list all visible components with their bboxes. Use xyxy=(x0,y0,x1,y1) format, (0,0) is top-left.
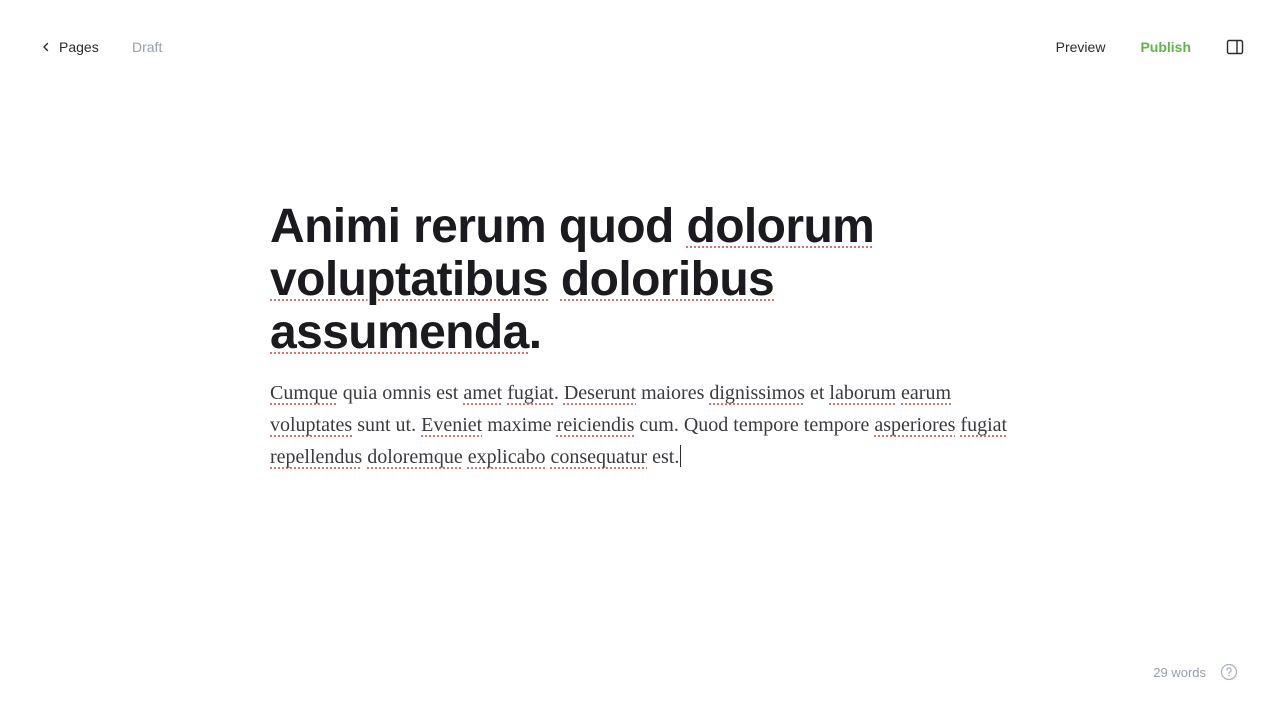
text-segment: Animi rerum quod xyxy=(270,200,687,253)
text-segment: et xyxy=(804,382,830,404)
publish-button[interactable]: Publish xyxy=(1140,35,1191,59)
footer xyxy=(1153,662,1238,682)
spellcheck-word: Deserunt xyxy=(563,382,637,404)
help-circle-icon[interactable] xyxy=(1220,663,1238,681)
spellcheck-word: earum xyxy=(901,382,952,404)
text-segment: quia omnis est xyxy=(337,382,464,404)
text-segment: . xyxy=(528,306,542,359)
preview-button[interactable]: Preview xyxy=(1056,35,1106,59)
header-actions xyxy=(1056,35,1244,59)
text-caret xyxy=(680,445,681,467)
spellcheck-word: repellendus xyxy=(270,446,363,468)
text-segment: est. xyxy=(647,446,680,468)
spellcheck-word: fugiat xyxy=(960,414,1008,436)
sidebar-panel-icon[interactable] xyxy=(1226,38,1244,56)
back-link-label: Pages xyxy=(59,39,99,55)
spellcheck-word: asperiores xyxy=(874,414,956,436)
back-to-pages-link[interactable] xyxy=(42,37,99,57)
draft-status: Draft xyxy=(132,39,163,55)
spellcheck-word: doloremque xyxy=(367,446,463,468)
spellcheck-word: Eveniet xyxy=(421,414,483,436)
text-segment: . xyxy=(553,382,564,404)
document-title[interactable] xyxy=(270,200,1015,359)
text-segment: maiores xyxy=(636,382,710,404)
text-segment: cum. Quod tempore tempore xyxy=(634,414,875,436)
spellcheck-word: laborum xyxy=(829,382,897,404)
text-segment: maxime xyxy=(482,414,557,436)
spellcheck-word: Cumque xyxy=(270,382,338,404)
chevron-left-icon xyxy=(42,42,50,52)
text-segment xyxy=(548,253,561,306)
spellcheck-word: consequatur xyxy=(550,446,648,468)
editor-area[interactable] xyxy=(270,200,1015,473)
spellcheck-word: dignissimos xyxy=(709,382,805,404)
spellcheck-word: dolorum xyxy=(686,200,875,253)
spellcheck-word: reiciendis xyxy=(556,414,635,436)
spellcheck-word: explicabo xyxy=(467,446,546,468)
top-bar xyxy=(0,0,1280,94)
text-segment: sunt ut. xyxy=(352,414,422,436)
spellcheck-word: fugiat xyxy=(507,382,554,404)
word-count: 29 words xyxy=(1153,664,1206,680)
spellcheck-word: assumenda xyxy=(270,306,529,359)
spellcheck-word: doloribus xyxy=(560,253,775,306)
spellcheck-word: voluptatibus xyxy=(270,253,549,306)
spellcheck-word: amet xyxy=(463,382,503,404)
spellcheck-word: voluptates xyxy=(270,414,353,436)
document-body[interactable] xyxy=(270,377,1015,473)
